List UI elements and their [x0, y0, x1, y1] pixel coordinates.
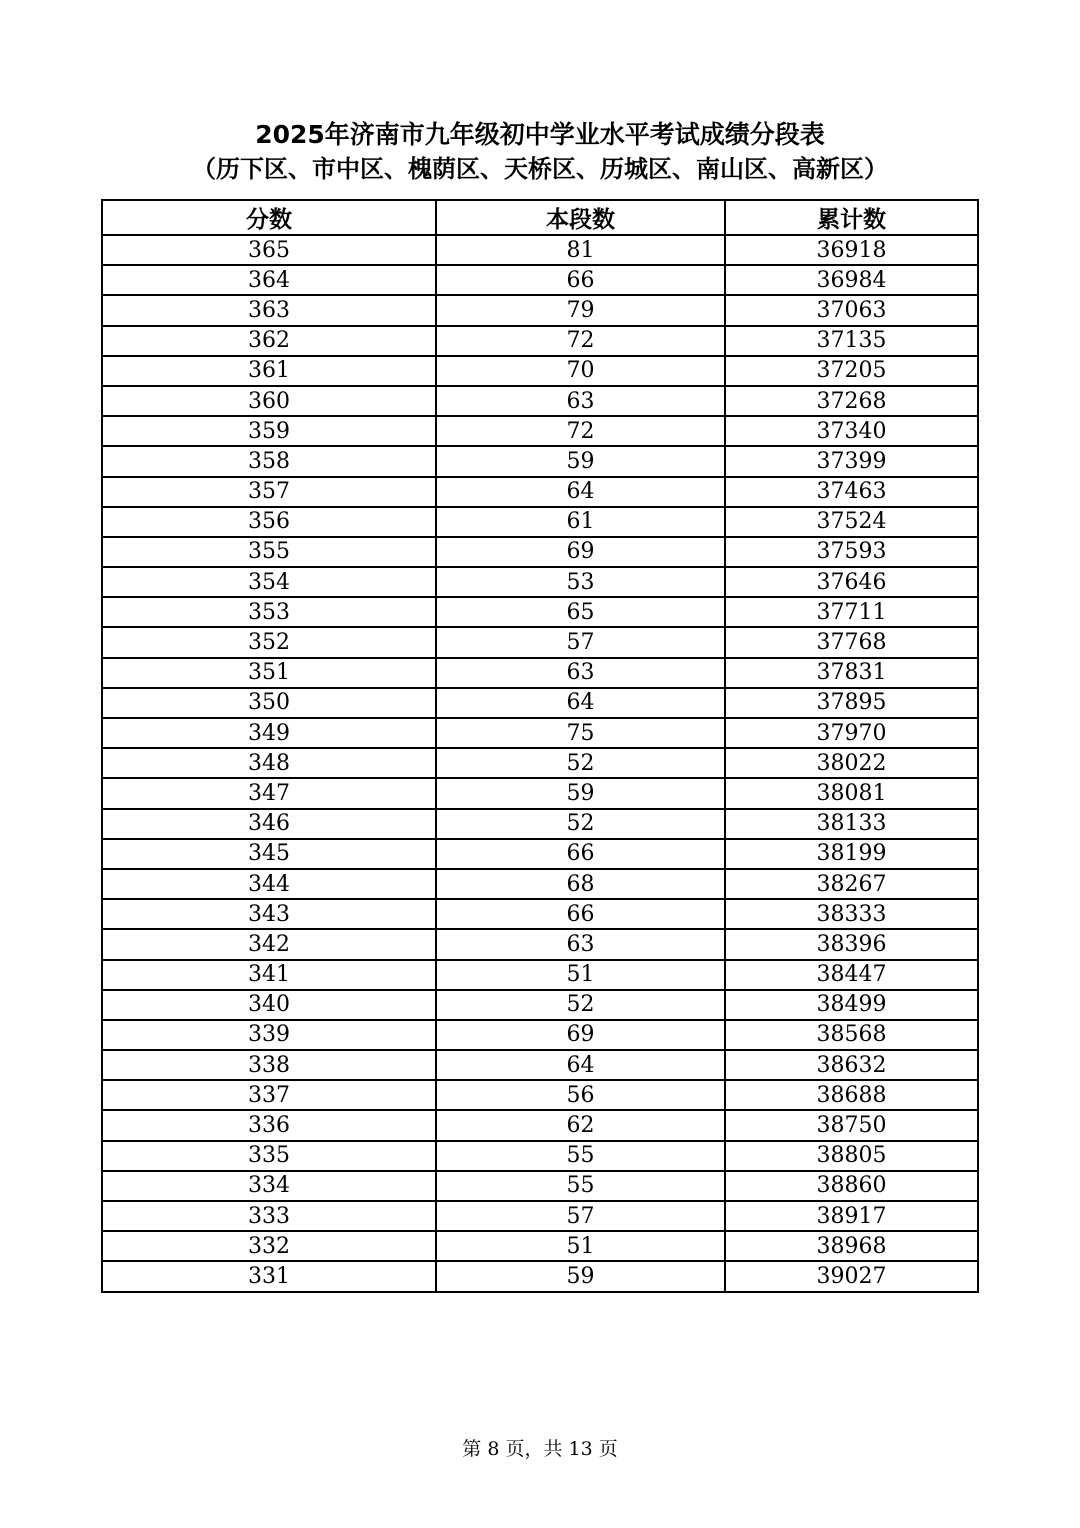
- cell-cumulative-count: 38333: [725, 899, 978, 929]
- cell-segment-count: 66: [436, 899, 725, 929]
- cell-score: 354: [102, 567, 436, 597]
- table-row: [102, 960, 978, 990]
- cell-segment-count: 64: [436, 1050, 725, 1080]
- table-row: [102, 899, 978, 929]
- table-row: [102, 265, 978, 295]
- cell-score: 344: [102, 869, 436, 899]
- cell-score: 334: [102, 1171, 436, 1201]
- table-row: [102, 1171, 978, 1201]
- table-row: [102, 507, 978, 537]
- cell-score: 342: [102, 929, 436, 959]
- cell-segment-count: 64: [436, 477, 725, 507]
- cell-score: 337: [102, 1080, 436, 1110]
- cell-segment-count: 66: [436, 265, 725, 295]
- table-row: [102, 446, 978, 476]
- table-row: [102, 778, 978, 808]
- cell-segment-count: 57: [436, 1201, 725, 1231]
- cell-cumulative-count: 38022: [725, 748, 978, 778]
- table-row: [102, 1110, 978, 1140]
- cell-segment-count: 63: [436, 929, 725, 959]
- cell-cumulative-count: 37205: [725, 356, 978, 386]
- cell-score: 365: [102, 235, 436, 265]
- cell-cumulative-count: 37463: [725, 477, 978, 507]
- cell-score: 362: [102, 326, 436, 356]
- page-footer: 第 8 页，共 13 页: [462, 1438, 618, 1460]
- cell-cumulative-count: 38750: [725, 1110, 978, 1140]
- cell-score: 353: [102, 597, 436, 627]
- cell-score: 332: [102, 1231, 436, 1261]
- table-row: [102, 1080, 978, 1110]
- table-row: [102, 627, 978, 657]
- cell-segment-count: 69: [436, 1020, 725, 1050]
- cell-score: 360: [102, 386, 436, 416]
- cell-score: 348: [102, 748, 436, 778]
- cell-cumulative-count: 38632: [725, 1050, 978, 1080]
- table-row: [102, 1050, 978, 1080]
- cell-cumulative-count: 38917: [725, 1201, 978, 1231]
- cell-cumulative-count: 37831: [725, 658, 978, 688]
- cell-cumulative-count: 38396: [725, 929, 978, 959]
- cell-segment-count: 65: [436, 597, 725, 627]
- header-score: 分数: [102, 200, 436, 235]
- cell-segment-count: 52: [436, 809, 725, 839]
- cell-score: 336: [102, 1110, 436, 1140]
- cell-segment-count: 59: [436, 446, 725, 476]
- cell-segment-count: 81: [436, 235, 725, 265]
- cell-segment-count: 52: [436, 748, 725, 778]
- cell-cumulative-count: 37768: [725, 627, 978, 657]
- cell-score: 357: [102, 477, 436, 507]
- cell-segment-count: 56: [436, 1080, 725, 1110]
- cell-score: 340: [102, 990, 436, 1020]
- cell-cumulative-count: 37524: [725, 507, 978, 537]
- table-row: [102, 597, 978, 627]
- cell-segment-count: 79: [436, 295, 725, 325]
- cell-score: 347: [102, 778, 436, 808]
- cell-cumulative-count: 38568: [725, 1020, 978, 1050]
- table-row: [102, 1020, 978, 1050]
- table-row: [102, 1231, 978, 1261]
- cell-cumulative-count: 38199: [725, 839, 978, 869]
- cell-segment-count: 72: [436, 326, 725, 356]
- cell-segment-count: 57: [436, 627, 725, 657]
- table-row: [102, 809, 978, 839]
- table-row: [102, 748, 978, 778]
- cell-score: 335: [102, 1141, 436, 1171]
- cell-segment-count: 66: [436, 839, 725, 869]
- table-row: [102, 356, 978, 386]
- cell-score: 351: [102, 658, 436, 688]
- cell-cumulative-count: 38133: [725, 809, 978, 839]
- table-row: [102, 839, 978, 869]
- cell-segment-count: 53: [436, 567, 725, 597]
- cell-score: 350: [102, 688, 436, 718]
- cell-cumulative-count: 37646: [725, 567, 978, 597]
- cell-cumulative-count: 36984: [725, 265, 978, 295]
- cell-score: 349: [102, 718, 436, 748]
- cell-segment-count: 55: [436, 1141, 725, 1171]
- table-row: [102, 929, 978, 959]
- table-row: [102, 990, 978, 1020]
- cell-cumulative-count: 37399: [725, 446, 978, 476]
- score-distribution-table: [101, 199, 979, 1293]
- cell-cumulative-count: 37593: [725, 537, 978, 567]
- table-row: [102, 295, 978, 325]
- table-row: [102, 869, 978, 899]
- table-row: [102, 537, 978, 567]
- cell-cumulative-count: 38688: [725, 1080, 978, 1110]
- cell-segment-count: 59: [436, 778, 725, 808]
- cell-segment-count: 70: [436, 356, 725, 386]
- cell-cumulative-count: 39027: [725, 1261, 978, 1291]
- cell-segment-count: 59: [436, 1261, 725, 1291]
- cell-cumulative-count: 38860: [725, 1171, 978, 1201]
- cell-cumulative-count: 37711: [725, 597, 978, 627]
- header-cumulative-count: 累计数: [725, 200, 978, 235]
- cell-segment-count: 64: [436, 688, 725, 718]
- cell-segment-count: 69: [436, 537, 725, 567]
- cell-score: 358: [102, 446, 436, 476]
- cell-cumulative-count: 37970: [725, 718, 978, 748]
- table-row: [102, 416, 978, 446]
- cell-cumulative-count: 37063: [725, 295, 978, 325]
- table-row: [102, 1201, 978, 1231]
- cell-score: 338: [102, 1050, 436, 1080]
- cell-score: 339: [102, 1020, 436, 1050]
- cell-score: 343: [102, 899, 436, 929]
- cell-score: 345: [102, 839, 436, 869]
- cell-cumulative-count: 37340: [725, 416, 978, 446]
- cell-segment-count: 51: [436, 1231, 725, 1261]
- cell-segment-count: 72: [436, 416, 725, 446]
- table-header-row: [102, 200, 978, 235]
- cell-cumulative-count: 38805: [725, 1141, 978, 1171]
- table-row: [102, 1261, 978, 1291]
- cell-segment-count: 68: [436, 869, 725, 899]
- table-row: [102, 567, 978, 597]
- document-title: 2025年济南市九年级初中学业水平考试成绩分段表: [255, 120, 825, 149]
- cell-score: 331: [102, 1261, 436, 1291]
- table-row: [102, 688, 978, 718]
- document-subtitle: （历下区、市中区、槐荫区、天桥区、历城区、南山区、高新区）: [192, 155, 888, 183]
- cell-segment-count: 61: [436, 507, 725, 537]
- cell-score: 363: [102, 295, 436, 325]
- cell-segment-count: 52: [436, 990, 725, 1020]
- cell-cumulative-count: 36918: [725, 235, 978, 265]
- table-body: [102, 235, 978, 1292]
- cell-segment-count: 63: [436, 386, 725, 416]
- cell-segment-count: 62: [436, 1110, 725, 1140]
- table-row: [102, 477, 978, 507]
- table-row: [102, 1141, 978, 1171]
- table-row: [102, 658, 978, 688]
- cell-score: 333: [102, 1201, 436, 1231]
- cell-score: 356: [102, 507, 436, 537]
- table-row: [102, 326, 978, 356]
- cell-score: 352: [102, 627, 436, 657]
- cell-score: 364: [102, 265, 436, 295]
- cell-score: 341: [102, 960, 436, 990]
- cell-segment-count: 75: [436, 718, 725, 748]
- table-row: [102, 235, 978, 265]
- table-row: [102, 386, 978, 416]
- header-segment-count: 本段数: [436, 200, 725, 235]
- table-row: [102, 718, 978, 748]
- cell-score: 355: [102, 537, 436, 567]
- cell-segment-count: 63: [436, 658, 725, 688]
- cell-cumulative-count: 38499: [725, 990, 978, 1020]
- cell-cumulative-count: 37268: [725, 386, 978, 416]
- cell-cumulative-count: 37135: [725, 326, 978, 356]
- cell-cumulative-count: 38267: [725, 869, 978, 899]
- cell-segment-count: 51: [436, 960, 725, 990]
- cell-cumulative-count: 38081: [725, 778, 978, 808]
- cell-score: 346: [102, 809, 436, 839]
- cell-score: 359: [102, 416, 436, 446]
- cell-cumulative-count: 38968: [725, 1231, 978, 1261]
- cell-cumulative-count: 38447: [725, 960, 978, 990]
- cell-cumulative-count: 37895: [725, 688, 978, 718]
- cell-score: 361: [102, 356, 436, 386]
- cell-segment-count: 55: [436, 1171, 725, 1201]
